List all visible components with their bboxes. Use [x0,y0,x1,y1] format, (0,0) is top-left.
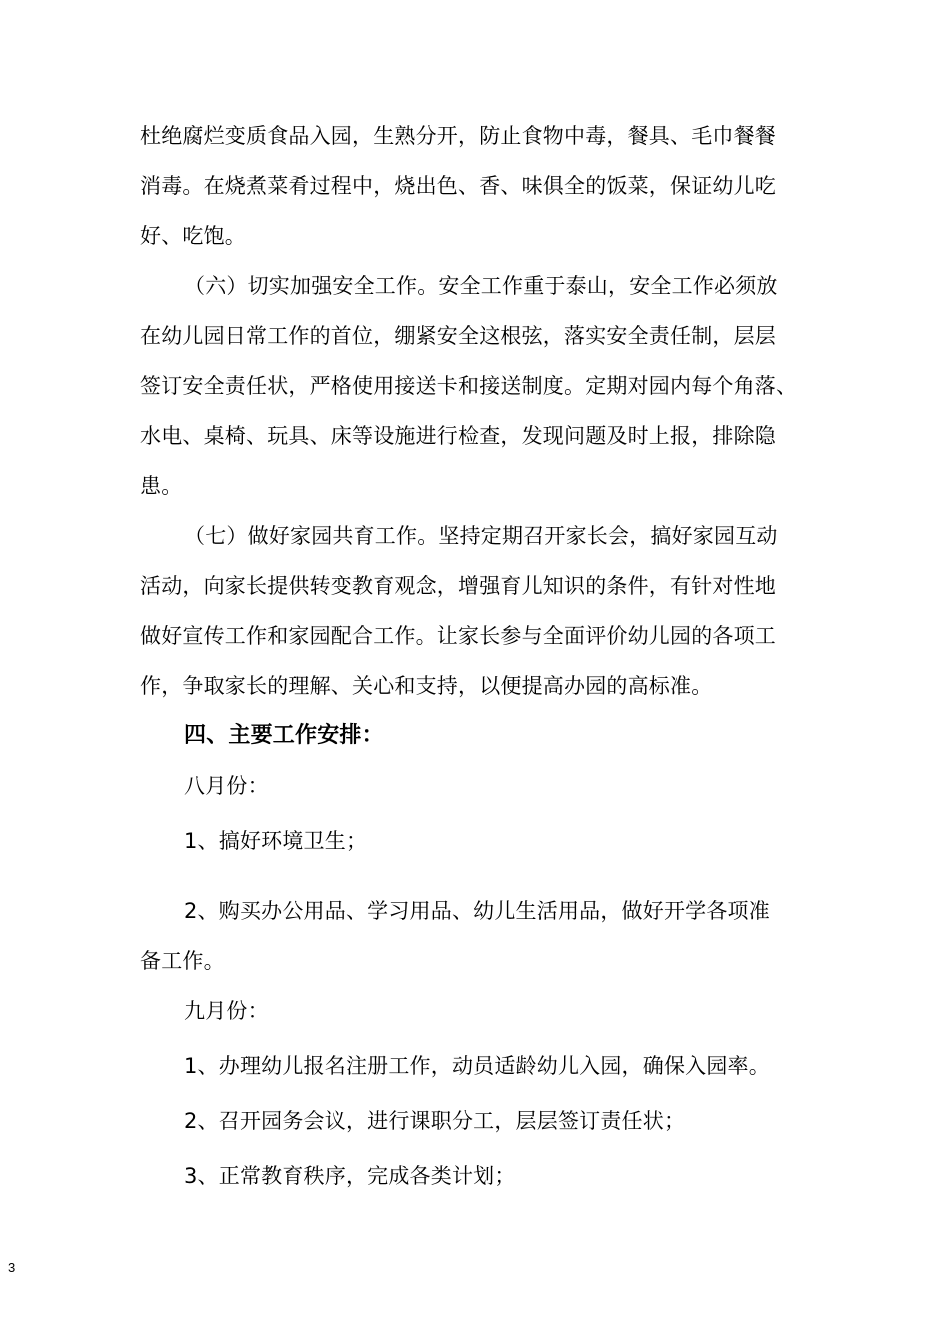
text-line: 好、吃饱。 [140,224,246,248]
list-item: 1、办理幼儿报名注册工作，动员适龄幼儿入园，确保入园率。 [184,1054,770,1078]
list-item: 1、搞好环境卫生； [184,829,368,853]
list-item: 3、正常教育秩序，完成各类计划； [184,1164,516,1188]
text-line: 备工作。 [140,949,225,973]
text-line: 杜绝腐烂变质食品入园，生熟分开，防止食物中毒，餐具、毛巾餐餐 [140,124,776,148]
section-heading: 四、主要工作安排： [184,723,384,748]
text-line: 在幼儿园日常工作的首位，绷紧安全这根弦，落实安全责任制，层层 [140,324,776,348]
text-line: 活动，向家长提供转变教育观念，增强育儿知识的条件，有针对性地 [140,574,776,598]
text-line: 作，争取家长的理解、关心和支持，以便提高办园的高标准。 [140,674,713,698]
text-line: 消毒。在烧煮菜肴过程中，烧出色、香、味俱全的饭菜，保证幼儿吃 [140,174,776,198]
text-line: 水电、桌椅、玩具、床等设施进行检查，发现问题及时上报，排除隐 [140,424,776,448]
text-line: 做好宣传工作和家园配合工作。让家长参与全面评价幼儿园的各项工 [140,624,776,648]
paragraph-start: （七）做好家园共育工作。坚持定期召开家长会，搞好家园互动 [184,524,778,548]
page-number: 3 [8,1260,16,1275]
paragraph-start: （六）切实加强安全工作。安全工作重于泰山，安全工作必须放 [184,274,778,298]
text-line: 患。 [140,474,183,498]
list-item: 2、召开园务会议，进行课职分工，层层签订责任状； [184,1109,686,1133]
month-label: 九月份： [184,999,269,1023]
month-label: 八月份： [184,774,269,798]
text-line: 签订安全责任状，严格使用接送卡和接送制度。定期对园内每个角落、 [140,374,798,398]
list-item: 2、购买办公用品、学习用品、幼儿生活用品，做好开学各项准 [184,899,770,923]
